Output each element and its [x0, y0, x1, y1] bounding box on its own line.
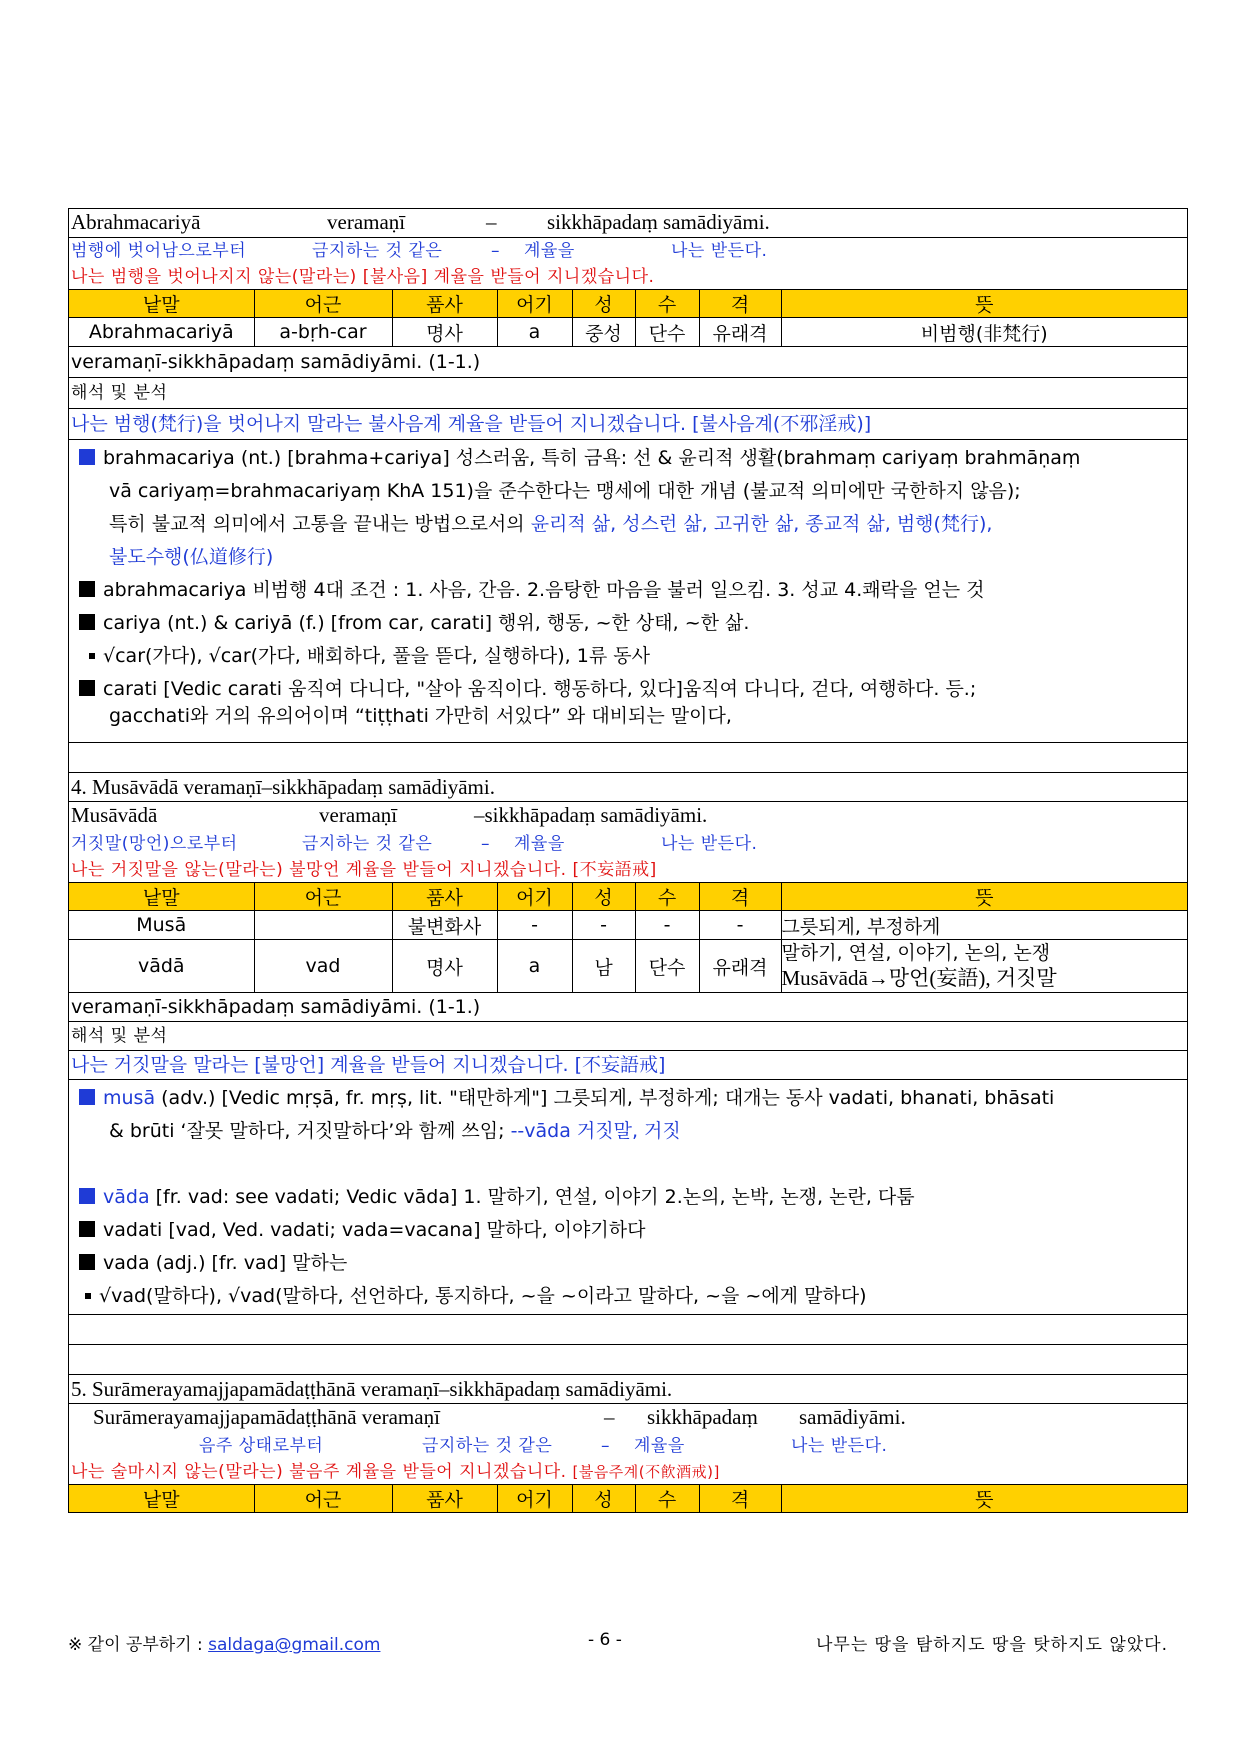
pali-word: Abrahmacariyā: [71, 210, 201, 234]
sec3-analysis-label: 해석 및 분석: [69, 378, 1187, 409]
table-cell: vad: [254, 940, 392, 993]
kor-word: 나는 받든다.: [791, 1436, 888, 1456]
table-header: [69, 1485, 1187, 1513]
black-square-bullet-icon: [79, 1254, 95, 1270]
black-square-bullet-icon: [79, 614, 95, 630]
table-cell: a: [497, 940, 572, 993]
header-cell: 수: [635, 290, 699, 318]
document-frame: [68, 208, 1188, 1513]
note-line: [79, 1082, 1185, 1115]
header-cell: 어기: [497, 883, 572, 911]
header-cell: 낱말: [69, 290, 254, 318]
note-text: vā cariyaṃ=brahmacariyaṃ KhA 151)을 준수한다는 맹세에 대한 개념 (불교적 의미에만 국한하지 않음);: [109, 480, 1021, 502]
black-square-bullet-icon: [79, 581, 95, 597]
note-line: [79, 442, 1185, 475]
header-cell: 어기: [497, 1485, 572, 1513]
pali-word: Surāmerayamajjapamādaṭṭhānā veramaṇī: [93, 1405, 440, 1429]
note-line: [79, 607, 1185, 640]
meaning-cell: [781, 940, 1187, 993]
note-line: [79, 1247, 1185, 1280]
note-line: [49, 1280, 1185, 1313]
header-cell: 뜻: [781, 290, 1187, 318]
table-cell: [254, 911, 392, 940]
table-cell: 그릇되게, 부정하게: [781, 911, 1187, 940]
pali-word: –sikkhāpadaṃ samādiyāmi.: [474, 803, 708, 827]
black-square-bullet-icon: [79, 1221, 95, 1237]
sec3-grammar-table: [69, 290, 1187, 347]
note-highlight: 불도수행(仏道修行): [109, 546, 274, 568]
sec3-kor-line: [69, 238, 1187, 265]
header-cell: 성: [572, 1485, 635, 1513]
note-text: vada (adj.) [fr. vad] 말하는: [103, 1252, 348, 1274]
table-cell: vādā: [69, 940, 254, 993]
note-line: [79, 1214, 1185, 1247]
pali-word: sikkhāpadaṃ samādiyāmi.: [547, 210, 770, 234]
table-cell: 명사: [392, 318, 497, 347]
table-row: [69, 911, 1187, 940]
email-link[interactable]: saldaga@gmail.com: [208, 1635, 381, 1655]
sec3-analysis: 나는 범행(梵行)을 벗어나지 말라는 불사음계 계율을 받들어 지니겠습니다. [불사음계(不邪淫戒)]: [69, 409, 1187, 440]
table-cell: 유래격: [699, 318, 781, 347]
note-text: carati [Vedic carati 움직여 다니다, "살아 움직이다. 행동하다, 있다]움직여 다니다, 걷다, 여행하다. 등.;: [103, 678, 977, 700]
small-bullet-icon: [89, 653, 95, 659]
header-cell: 뜻: [781, 883, 1187, 911]
table-header: [69, 883, 1187, 911]
note-keyword: musā: [103, 1087, 156, 1109]
kor-word: 계율을: [514, 834, 565, 854]
header-cell: 격: [699, 1485, 781, 1513]
pali-word: veramaṇī: [319, 803, 398, 827]
note-text: abrahmacariya 비범행 4대 조건 : 1. 사음, 간음. 2.음탕한 마음을 불러 일으킴. 3. 성교 4.쾌락을 얻는 것: [103, 579, 985, 601]
note-text: (adv.) [Vedic mṛṣā, fr. mṛṣ, lit. "태만하게"] 그릇되게, 부정하게; 대개는 동사 vadati, bhanati, bhāsati: [155, 1087, 1055, 1109]
header-cell: 품사: [392, 883, 497, 911]
pali-word: samādiyāmi.: [799, 1405, 906, 1429]
table-cell: 단수: [635, 940, 699, 993]
table-cell: 중성: [572, 318, 635, 347]
header-cell: 낱말: [69, 1485, 254, 1513]
table-cell: a-bṛh-car: [254, 318, 392, 347]
table-cell: a: [497, 318, 572, 347]
sec4-notes: [69, 1080, 1187, 1315]
note-spacer: [79, 1148, 1185, 1181]
table-cell: Abrahmacariyā: [69, 318, 254, 347]
note-line: [79, 574, 1185, 607]
sec5-kor-line: [69, 1433, 1187, 1460]
sec3-pali-line: [69, 209, 1187, 238]
kor-word: –: [601, 1436, 610, 1456]
table-cell: -: [572, 911, 635, 940]
kor-word: 계율을: [524, 241, 575, 261]
translation-text: 나는 술마시지 않는(말라는) 불음주 계율을 받들어 지니겠습니다.: [71, 1462, 573, 1482]
header-cell: 뜻: [781, 1485, 1187, 1513]
header-cell: 성: [572, 883, 635, 911]
header-cell: 수: [635, 883, 699, 911]
header-cell: 어근: [254, 883, 392, 911]
table-cell: 비범행(非梵行): [781, 318, 1187, 347]
note-text: vadati [vad, Ved. vadati; vada=vacana] 말하다, 이야기하다: [103, 1219, 646, 1241]
note-line: [79, 541, 1185, 574]
pali-word: veramaṇī: [327, 210, 406, 234]
note-line: [79, 508, 1185, 541]
table-header: [69, 290, 1187, 318]
header-cell: 어근: [254, 1485, 392, 1513]
empty-row: [69, 1345, 1187, 1375]
note-text: √vad(말하다), √vad(말하다, 선언하다, 통지하다, ~을 ~이라고 말하다, ~을 ~에게 말하다): [99, 1285, 867, 1307]
sec4-pali-line: [69, 802, 1187, 831]
empty-row: [69, 1315, 1187, 1345]
kor-word: 나는 받든다.: [661, 834, 758, 854]
blue-square-bullet-icon: [79, 1089, 95, 1105]
note-text: & brūti ‘잘못 말하다, 거짓말하다’와 함께 쓰임;: [109, 1120, 511, 1142]
sec5-heading: 5. Surāmerayamajjapamādaṭṭhānā veramaṇī–sikkhāpadaṃ samādiyāmi.: [69, 1375, 1187, 1404]
sec4-after-table: veramaṇī-sikkhāpadaṃ samādiyāmi. (1-1.): [69, 993, 1187, 1022]
table-cell: -: [497, 911, 572, 940]
footer-quote: 나무는 땅을 탐하지도 땅을 탓하지도 않았다.: [815, 1635, 1168, 1655]
table-cell: Musā: [69, 911, 254, 940]
blue-square-bullet-icon: [79, 1188, 95, 1204]
sec5-grammar-table: [69, 1485, 1187, 1513]
sec4-translation: 나는 거짓말을 않는(말라는) 불망언 계율을 받들어 지니겠습니다. [不妄語戒]: [69, 858, 1187, 883]
pali-word: Musāvādā: [71, 803, 158, 827]
header-cell: 격: [699, 290, 781, 318]
sec4-analysis-label: 해석 및 분석: [69, 1022, 1187, 1051]
kor-word: 범행에 벗어남으로부터: [71, 241, 247, 261]
table-row: [69, 940, 1187, 993]
note-text: [fr. vad: see vadati; Vedic vāda] 1. 말하기, 연설, 이야기 2.논의, 논박, 논쟁, 논란, 다툼: [149, 1186, 915, 1208]
kor-word: 계율을: [634, 1436, 685, 1456]
kor-word: –: [481, 834, 490, 854]
note-keyword: vāda: [103, 1186, 150, 1208]
header-cell: 성: [572, 290, 635, 318]
table-cell: 유래격: [699, 940, 781, 993]
note-line: [79, 700, 1185, 733]
header-cell: 품사: [392, 1485, 497, 1513]
kor-word: 금지하는 것 같은: [422, 1436, 553, 1456]
kor-word: 금지하는 것 같은: [302, 834, 433, 854]
note-text: gacchati와 거의 유의어이며 “tiṭṭhati 가만히 서있다” 와 대비되는 말이다,: [109, 705, 732, 727]
black-square-bullet-icon: [79, 680, 95, 696]
header-cell: 품사: [392, 290, 497, 318]
header-cell: 수: [635, 1485, 699, 1513]
sec4-heading: 4. Musāvādā veramaṇī–sikkhāpadaṃ samādiyāmi.: [69, 773, 1187, 802]
note-text: brahmacariya (nt.) [brahma+cariya] 성스러움, 특히 금욕: 선 & 윤리적 생활(brahmaṃ cariyaṃ brahmāṇaṃ: [103, 447, 1081, 469]
table-cell: -: [635, 911, 699, 940]
table-row: [69, 318, 1187, 347]
kor-word: 나는 받든다.: [671, 241, 768, 261]
note-highlight: --vāda 거짓말, 거짓: [510, 1120, 681, 1142]
table-cell: 불변화사: [392, 911, 497, 940]
pali-word: –: [486, 210, 497, 234]
sec5-translation: [69, 1460, 1187, 1485]
translation-tag: [불음주계(不飮酒戒)]: [572, 1463, 720, 1481]
note-text: 특히 불교적 의미에서 고통을 끝내는 방법으로서의: [109, 513, 531, 535]
sec4-kor-line: [69, 831, 1187, 858]
table-cell-line: 말하기, 연설, 이야기, 논의, 논쟁: [781, 942, 1051, 964]
kor-word: 음주 상태로부터: [199, 1436, 324, 1456]
sec5-pali-line: [69, 1404, 1187, 1433]
header-cell: 낱말: [69, 883, 254, 911]
page-number: - 6 -: [588, 1630, 622, 1650]
kor-word: 거짓말(망언)으로부터: [71, 834, 238, 854]
empty-row: [69, 743, 1187, 773]
sec3-after-table: veramaṇī-sikkhāpadaṃ samādiyāmi. (1-1.): [69, 347, 1187, 378]
note-line: [53, 640, 1185, 673]
sec4-analysis: 나는 거짓말을 말라는 [불망언] 계율을 받들어 지니겠습니다. [不妄語戒]: [69, 1051, 1187, 1080]
table-cell: 단수: [635, 318, 699, 347]
small-bullet-icon: [85, 1293, 91, 1299]
sec3-notes: [69, 440, 1187, 743]
kor-word: –: [491, 241, 500, 261]
kor-word: 금지하는 것 같은: [312, 241, 443, 261]
footer-left: [68, 1630, 380, 1655]
note-line: [79, 475, 1185, 508]
table-cell-line: Musāvādā→망언(妄語), 거짓말: [781, 966, 1057, 990]
pali-word: sikkhāpadaṃ: [647, 1405, 758, 1429]
note-text: √car(가다), √car(가다, 배회하다, 풀을 뜯다, 실행하다), 1류 동사: [103, 645, 650, 667]
table-cell: 명사: [392, 940, 497, 993]
footer-prefix: ※ 같이 공부하기 :: [68, 1635, 209, 1655]
table-cell: 남: [572, 940, 635, 993]
note-line: [79, 1181, 1185, 1214]
pali-word: –: [604, 1405, 615, 1429]
header-cell: 어근: [254, 290, 392, 318]
header-cell: 격: [699, 883, 781, 911]
note-line: [79, 1115, 1185, 1148]
table-cell: -: [699, 911, 781, 940]
sec4-grammar-table: [69, 883, 1187, 993]
sec3-translation: 나는 범행을 벗어나지지 않는(말라는) [불사음] 계율을 받들어 지니겠습니다.: [69, 265, 1187, 290]
blue-square-bullet-icon: [79, 449, 95, 465]
note-text: cariya (nt.) & cariyā (f.) [from car, carati] 행위, 행동, ~한 상태, ~한 삶.: [103, 612, 750, 634]
header-cell: 어기: [497, 290, 572, 318]
note-highlight: 윤리적 삶, 성스런 삶, 고귀한 삶, 종교적 삶, 범행(梵行),: [530, 513, 993, 535]
